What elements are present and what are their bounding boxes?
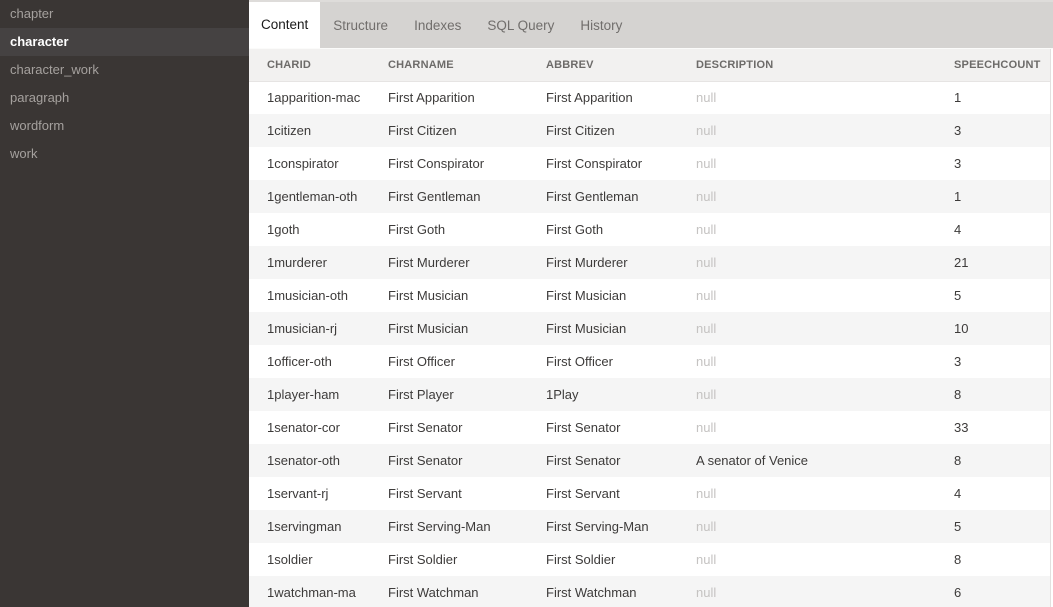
sidebar-item-work[interactable]: work bbox=[10, 146, 38, 161]
cell-speechcount[interactable]: 8 bbox=[954, 453, 962, 468]
cell-speechcount[interactable]: 10 bbox=[954, 321, 969, 336]
sidebar-item-wordform[interactable]: wordform bbox=[10, 118, 65, 133]
cell-description[interactable]: null bbox=[696, 123, 717, 138]
cell-charid[interactable]: 1conspirator bbox=[267, 156, 339, 171]
cell-charid[interactable]: 1musician-rj bbox=[267, 321, 338, 336]
cell-description[interactable]: null bbox=[696, 156, 717, 171]
cell-charname[interactable]: First Conspirator bbox=[388, 156, 485, 171]
table-row[interactable] bbox=[249, 576, 1053, 607]
cell-charid[interactable]: 1servant-rj bbox=[267, 486, 329, 501]
sidebar-item-character[interactable]: character bbox=[0, 28, 249, 56]
table-row[interactable] bbox=[249, 147, 1053, 180]
column-header-abbrev[interactable]: ABBREV bbox=[528, 49, 678, 81]
cell-speechcount[interactable]: 8 bbox=[954, 387, 962, 402]
cell-abbrev[interactable]: First Watchman bbox=[546, 585, 637, 600]
cell-charid[interactable]: 1watchman-ma bbox=[267, 585, 356, 600]
cell-abbrev[interactable]: First Musician bbox=[546, 321, 627, 336]
cell-speechcount[interactable]: 1 bbox=[954, 90, 962, 106]
cell-charid[interactable]: 1murderer bbox=[267, 255, 327, 270]
cell-charname[interactable]: First Serving-Man bbox=[388, 519, 491, 534]
data-table bbox=[249, 49, 1053, 607]
table-row[interactable] bbox=[249, 180, 1053, 213]
cell-speechcount[interactable]: 1 bbox=[954, 189, 962, 204]
column-header-charname[interactable]: CHARNAME bbox=[370, 49, 528, 81]
cell-speechcount[interactable]: 5 bbox=[954, 519, 962, 534]
cell-abbrev[interactable]: First Officer bbox=[546, 354, 613, 369]
table-row[interactable] bbox=[249, 477, 1053, 510]
cell-charname[interactable]: First Watchman bbox=[388, 585, 479, 600]
cell-abbrev[interactable]: First Senator bbox=[546, 420, 621, 435]
cell-speechcount[interactable]: 3 bbox=[954, 156, 962, 171]
cell-charid[interactable]: 1goth bbox=[267, 222, 300, 237]
cell-charid[interactable]: 1apparition-mac bbox=[267, 90, 361, 106]
sidebar-item-paragraph[interactable]: paragraph bbox=[10, 90, 70, 105]
cell-description[interactable]: null bbox=[696, 585, 717, 600]
cell-abbrev[interactable]: 1Play bbox=[546, 387, 579, 402]
cell-charname[interactable]: First Musician bbox=[388, 288, 469, 303]
cell-charname[interactable]: First Citizen bbox=[388, 123, 457, 138]
cell-abbrev[interactable]: First Gentleman bbox=[546, 189, 639, 204]
cell-charname[interactable]: First Soldier bbox=[388, 552, 458, 567]
table-row[interactable] bbox=[249, 543, 1053, 576]
cell-speechcount[interactable]: 5 bbox=[954, 288, 962, 303]
table-header-row bbox=[249, 49, 1053, 81]
cell-abbrev[interactable]: First Citizen bbox=[546, 123, 615, 138]
cell-charid[interactable]: 1citizen bbox=[267, 123, 312, 138]
cell-abbrev[interactable]: First Servant bbox=[546, 486, 620, 501]
cell-charid[interactable]: 1gentleman-oth bbox=[267, 189, 358, 204]
cell-charid[interactable]: 1soldier bbox=[267, 552, 313, 567]
cell-charname[interactable]: First Murderer bbox=[388, 255, 470, 270]
table-row[interactable] bbox=[249, 81, 1053, 114]
cell-abbrev[interactable]: First Serving-Man bbox=[546, 519, 649, 534]
tab-bar bbox=[249, 0, 1053, 48]
cell-description[interactable]: null bbox=[696, 420, 717, 435]
table-row[interactable] bbox=[249, 279, 1053, 312]
cell-abbrev[interactable]: First Senator bbox=[546, 453, 621, 468]
column-header-description[interactable]: DESCRIPTION bbox=[678, 49, 936, 81]
cell-charid[interactable]: 1musician-oth bbox=[267, 288, 348, 303]
cell-charid[interactable]: 1servingman bbox=[267, 519, 342, 534]
cell-description[interactable]: null bbox=[696, 222, 717, 237]
cell-description[interactable]: null bbox=[696, 90, 717, 106]
cell-charname[interactable]: First Servant bbox=[388, 486, 462, 501]
table-row[interactable] bbox=[249, 345, 1053, 378]
table-body bbox=[249, 81, 1053, 607]
tab-sql-query[interactable]: SQL Query bbox=[487, 17, 555, 33]
cell-description[interactable]: null bbox=[696, 189, 717, 204]
cell-charname[interactable]: First Musician bbox=[388, 321, 469, 336]
main-content bbox=[249, 0, 1053, 607]
cell-abbrev[interactable]: First Musician bbox=[546, 288, 627, 303]
table-row[interactable] bbox=[249, 213, 1053, 246]
table-row[interactable] bbox=[249, 378, 1053, 411]
cell-charid[interactable]: 1officer-oth bbox=[267, 354, 332, 369]
cell-speechcount[interactable]: 21 bbox=[954, 255, 969, 270]
table-row[interactable] bbox=[249, 411, 1053, 444]
cell-charname[interactable]: First Senator bbox=[388, 420, 463, 435]
tab-structure[interactable]: Structure bbox=[333, 17, 389, 33]
cell-speechcount[interactable]: 8 bbox=[954, 552, 962, 567]
tab-indexes[interactable]: Indexes bbox=[414, 17, 462, 33]
table-row[interactable] bbox=[249, 444, 1053, 477]
cell-description[interactable]: null bbox=[696, 519, 717, 534]
cell-charname[interactable]: First Officer bbox=[388, 354, 455, 369]
table-row[interactable] bbox=[249, 246, 1053, 279]
sidebar-item-chapter[interactable]: chapter bbox=[10, 6, 54, 21]
cell-charid[interactable]: 1player-ham bbox=[267, 387, 340, 402]
table-header bbox=[249, 49, 1053, 81]
cell-abbrev[interactable]: First Murderer bbox=[546, 255, 628, 270]
cell-abbrev[interactable]: First Conspirator bbox=[546, 156, 643, 171]
cell-charid[interactable]: 1senator-cor bbox=[267, 420, 340, 435]
sidebar bbox=[0, 0, 249, 607]
cell-charname[interactable]: First Senator bbox=[388, 453, 463, 468]
cell-abbrev[interactable]: First Apparition bbox=[546, 90, 633, 106]
table-row[interactable] bbox=[249, 114, 1053, 147]
cell-description[interactable]: null bbox=[696, 387, 717, 402]
cell-speechcount[interactable]: 4 bbox=[954, 486, 962, 501]
cell-charname[interactable]: First Player bbox=[388, 387, 454, 402]
cell-description[interactable]: null bbox=[696, 552, 717, 567]
tab-history[interactable]: History bbox=[580, 17, 623, 33]
cell-abbrev[interactable]: First Soldier bbox=[546, 552, 616, 567]
cell-charname[interactable]: First Gentleman bbox=[388, 189, 481, 204]
cell-speechcount[interactable]: 3 bbox=[954, 354, 962, 369]
table-row[interactable] bbox=[249, 510, 1053, 543]
cell-speechcount[interactable]: 6 bbox=[954, 585, 962, 600]
column-header-charid[interactable]: CHARID bbox=[249, 49, 370, 81]
cell-description[interactable]: null bbox=[696, 486, 717, 501]
column-header-speechcount[interactable]: SPEECHCOUNT bbox=[936, 49, 1053, 81]
cell-description[interactable]: null bbox=[696, 354, 717, 369]
cell-speechcount[interactable]: 3 bbox=[954, 123, 962, 138]
cell-charname[interactable]: First Apparition bbox=[388, 90, 475, 106]
tab-content[interactable]: Content bbox=[249, 0, 320, 48]
data-table-container bbox=[249, 48, 1053, 607]
cell-abbrev[interactable]: First Goth bbox=[546, 222, 604, 237]
cell-charid[interactable]: 1senator-oth bbox=[267, 453, 340, 468]
cell-speechcount[interactable]: 4 bbox=[954, 222, 962, 237]
table-row[interactable] bbox=[249, 312, 1053, 345]
cell-description[interactable]: A senator of Venice bbox=[696, 453, 809, 468]
cell-charname[interactable]: First Goth bbox=[388, 222, 446, 237]
sidebar-item-character_work[interactable]: character_work bbox=[10, 62, 99, 77]
cell-description[interactable]: null bbox=[696, 321, 717, 336]
cell-description[interactable]: null bbox=[696, 288, 717, 303]
cell-description[interactable]: null bbox=[696, 255, 717, 270]
cell-speechcount[interactable]: 33 bbox=[954, 420, 969, 435]
